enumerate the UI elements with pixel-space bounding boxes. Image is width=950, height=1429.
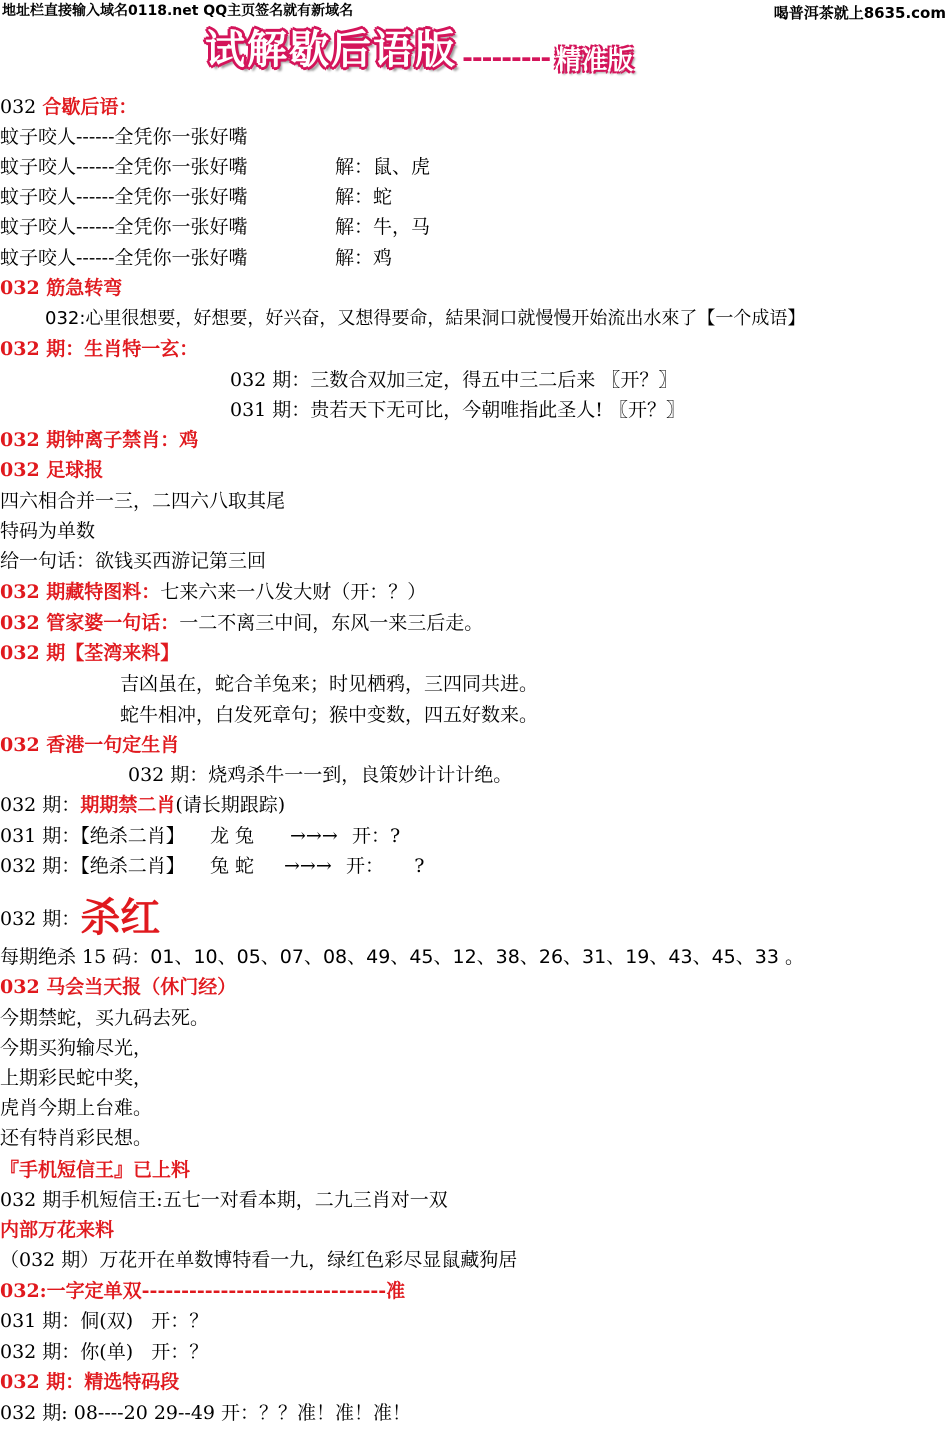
quanwan-line: 吉凶虽在，蛇合羊兔来；时见栖鸦，三四同共进。	[120, 673, 539, 695]
jinermiao-heading: 032 期：期期禁二肖(请长期跟踪)	[0, 794, 286, 816]
shahong-title: 杀红	[80, 894, 161, 941]
xiehouyu-answer: 解：蛇	[335, 186, 393, 208]
banner-title: 试解歇后语版	[205, 27, 457, 73]
banner-dashes: ---------	[462, 43, 551, 74]
quanwan-line: 蛇牛相冲，白发死章句；猴中变数，四五好数来。	[120, 704, 539, 726]
banner-subtitle: 精准版	[555, 46, 634, 76]
zhongli-heading: 032 期钟离子禁肖：鸡	[0, 429, 199, 451]
shahong-heading: 032 期：杀红	[0, 894, 161, 941]
site-link[interactable]: 喝普洱茶就上8635.com	[773, 4, 946, 22]
wanhua-line: （032 期）万花开在单数博特看一九，绿红色彩尽显鼠藏狗居	[0, 1249, 518, 1271]
hongkong-line: 032 期：烧鸡杀牛一一到，良策妙计计计绝。	[128, 764, 513, 786]
mahui-line: 上期彩民蛇中奖，	[0, 1067, 153, 1089]
xiehouyu-answer: 解：鸡	[335, 247, 393, 269]
shahong-numbers-row: 每期绝杀 15 码：01、10、05、07、08、49、45、12、38、26、31、19、43、45、33 。	[0, 946, 804, 968]
zuqiu-line: 四六相合并一三，二四六八取其尾	[0, 490, 286, 512]
xiehouyu-line: 蚊子咬人------全凭你一张好嘴	[0, 126, 248, 148]
mahui-line: 今期买狗输尽光，	[0, 1037, 153, 1059]
mahui-line: 虎肖今期上台难。	[0, 1097, 153, 1119]
xiehouyu-line: 蚊子咬人------全凭你一张好嘴 解：牛，马	[0, 212, 248, 242]
shengxiao-line: 032 期：三数合双加三定，得五中三二后来 〖开？〗	[230, 369, 678, 391]
wanhua-heading: 内部万花来料	[0, 1219, 115, 1241]
xiehouyu-heading: 032 合歇后语：	[0, 96, 138, 118]
mahui-line: 还有特肖彩民想。	[0, 1127, 153, 1149]
tema-line: 032 期: 08----20 29--49 开：？？准！准！准！	[0, 1402, 412, 1424]
zuqiu-line: 给一句话：欲钱买西游记第三回	[0, 550, 267, 572]
banner	[205, 18, 634, 76]
xiehouyu-answer: 解：牛，马	[335, 216, 431, 238]
jinji-line: 032:心里很想要，好想要，好兴奋，又想得要命，結果洞口就慢慢开始流出水來了【一个成语】	[45, 308, 806, 329]
danshuang-heading: 032:一字定单双-------------------------------准	[0, 1280, 406, 1302]
shouji-heading: 『手机短信王』已上料	[0, 1159, 191, 1181]
domain-notice: 地址栏直接输入域名0118.net QQ主页签名就有新域名	[2, 3, 354, 19]
jinermiao-row: 031 期：【绝杀二肖】 龙 兔 →→→ 开：?	[0, 825, 401, 847]
quanwan-heading: 032 期【荃湾来料】	[0, 642, 180, 664]
jinermiao-row: 032 期：【绝杀二肖】 兔 蛇 →→→ 开： ?	[0, 855, 425, 877]
xiehouyu-line: 蚊子咬人------全凭你一张好嘴 解：蛇	[0, 182, 248, 212]
guanjia-row: 032 管家婆一句话：一二不离三中间，东风一来三后走。	[0, 612, 484, 634]
shengxiao-line: 031 期：贵若天下无可比，今朝唯指此圣人! 〖开？〗	[230, 399, 685, 421]
danshuang-row: 032 期：你(单) 开：？	[0, 1341, 209, 1363]
xiehouyu-line: 蚊子咬人------全凭你一张好嘴 解：鸡	[0, 243, 248, 273]
shengxiao-heading: 032 期：生肖特一玄：	[0, 338, 199, 360]
zuqiu-heading: 032 足球报	[0, 459, 104, 481]
tema-heading: 032 期：精选特码段	[0, 1371, 180, 1393]
xiehouyu-line: 蚊子咬人------全凭你一张好嘴 解：鼠、虎	[0, 152, 248, 182]
mahui-heading: 032 马会当天报（休门经）	[0, 976, 237, 998]
cangte-row: 032 期藏特图料：七来六来一八发大财（开：？）	[0, 581, 427, 603]
hongkong-heading: 032 香港一句定生肖	[0, 734, 180, 756]
shouji-line: 032 期手机短信王:五七一对看本期，二九三肖对一双	[0, 1189, 448, 1211]
zuqiu-line: 特码为单数	[0, 520, 96, 542]
danshuang-row: 031 期：侗(双) 开：？	[0, 1310, 209, 1332]
xiehouyu-answer: 解：鼠、虎	[335, 156, 431, 178]
jinji-heading: 032 筋急转弯	[0, 277, 123, 299]
kill-numbers: 01、10、05、07、08、49、45、12、38、26、31、19、43、45、33 。	[150, 946, 804, 968]
mahui-line: 今期禁蛇，买九码去死。	[0, 1007, 210, 1029]
